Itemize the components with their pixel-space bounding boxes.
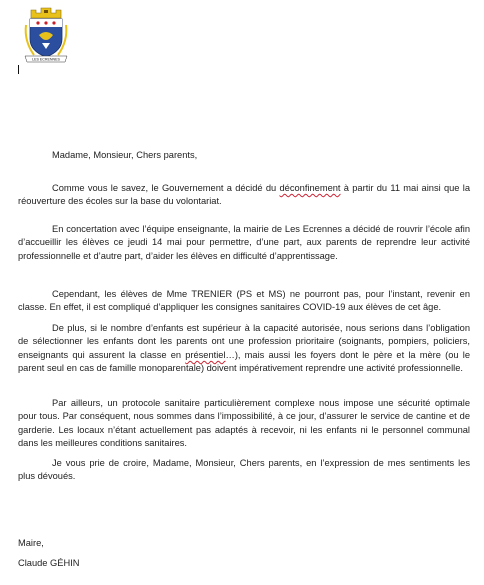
salutation: Madame, Monsieur, Chers parents, xyxy=(52,150,198,160)
paragraph-1 xyxy=(18,182,470,209)
paragraph-3: Cependant, les élèves de Mme TRENIER (PS et MS) ne pourront pas, pour l’instant, revenir en classe. En effet, il est compliqué d’appliquer les consignes sanitaires COVID-19 aux élèves de cet âge. xyxy=(18,289,470,313)
paragraph-4 xyxy=(18,322,470,376)
text-cursor xyxy=(18,65,19,74)
p1-text-c: à partir du 11 mai ainsi que la réouverture des écoles sur la base du volontariat. xyxy=(18,183,470,207)
paragraph-5: Par ailleurs, un protocole sanitaire particulièrement complexe nous impose une sécurité optimale pour tous. Par conséquent, nous sommes dans l’impossibilité, à ce jour, d’assurer le service de cantine et de garderie. Les locaux n’étant actuellement pas adaptés à recevoir, ni les enfants ni le personnel communal dans les meilleures conditions sanitaires. xyxy=(18,398,470,449)
paragraph-2: En concertation avec l’équipe enseignante, la mairie de Les Ecrennes a décidé de rouvrir l’école afin d’accueillir les élèves ce jeudi 14 mai pour permettre, d’une part, aux parents de reprendre leur activité professionnelle et d’autre part, d’aider les élèves en difficulté d’apprentissage. xyxy=(18,224,470,261)
p4-text-c: …), mais aussi les foyers dont le père et la mère (ou le parent seul en cas de famille monoparentale) doivent impérativement reprendre une activité professionnelle. xyxy=(18,349,470,374)
signature-title: Maire, xyxy=(18,538,44,548)
paragraph-6: Je vous prie de croire, Madame, Monsieur, Chers parents, en l’expression de mes sentiments les plus dévoués. xyxy=(18,458,470,482)
signature-name: Claude GÉHIN xyxy=(18,558,80,568)
p1-text-a: Comme vous le savez, le Gouvernement a décidé du xyxy=(52,183,280,193)
coat-of-arms-logo xyxy=(22,5,70,65)
crest-banner-text: LES ECRENNES xyxy=(32,57,60,62)
p4-text-a: De plus, si le nombre d’enfants est supérieur à la capacité autorisée, nous serions dans l’obligation de sélectionner les enfants dont les parents ont une profession prioritaire (soignants, pompiers, policiers, enseignants qui assurent la classe en xyxy=(18,323,470,360)
p1-spellcheck-word: déconfinement xyxy=(279,183,341,193)
p4-spellcheck-word: présentiel xyxy=(185,349,226,360)
